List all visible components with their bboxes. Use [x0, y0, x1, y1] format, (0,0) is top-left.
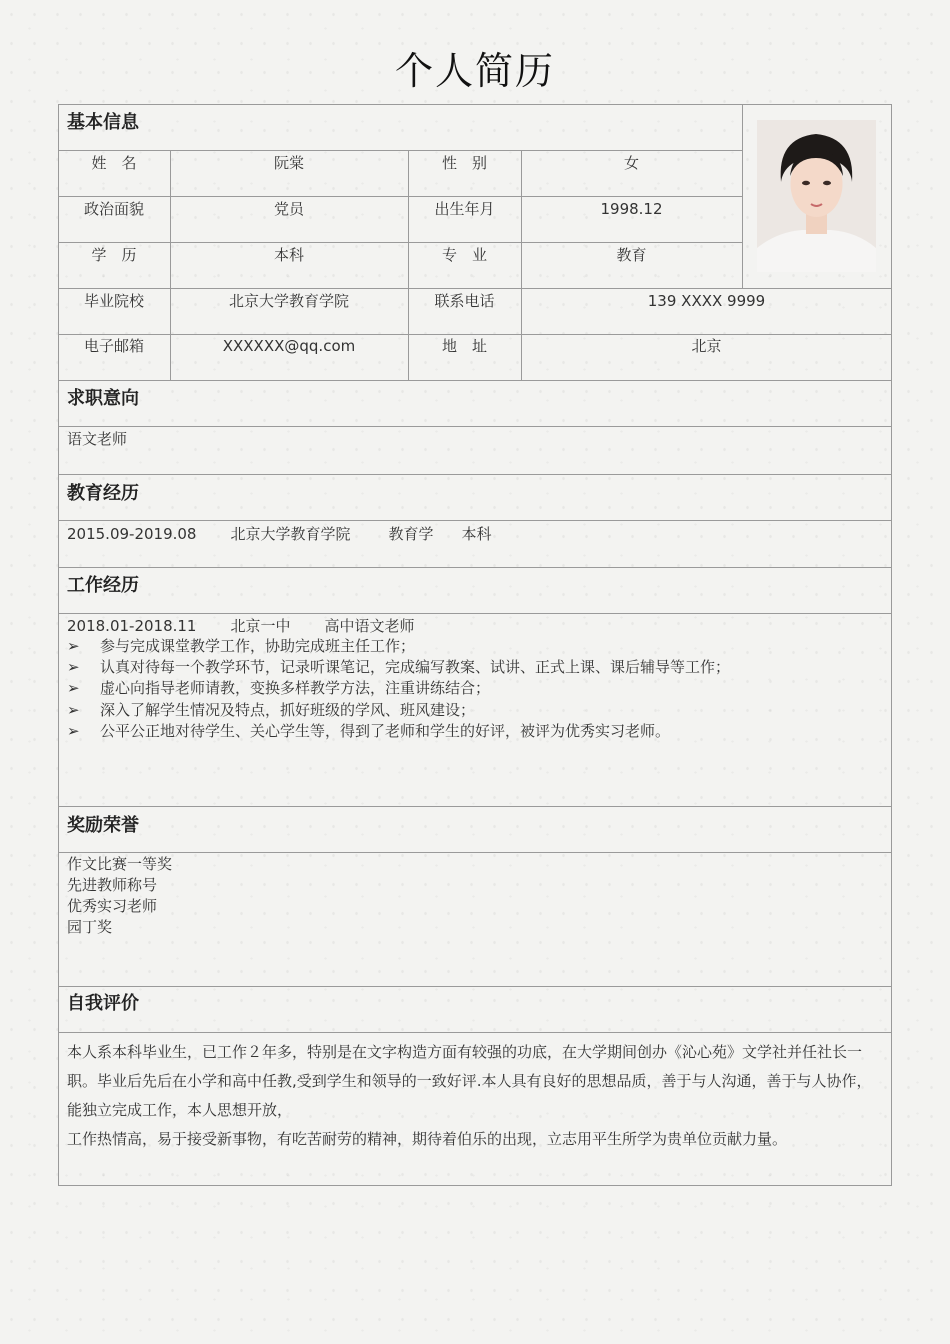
award-item: 先进教师称号: [67, 876, 158, 894]
education-entry: [67, 523, 492, 544]
work-role: 高中语文老师: [324, 617, 415, 635]
divider: [58, 196, 742, 197]
list-item: ➢ 认真对待每一个教学环节，记录听课笔记，完成编写教案、试讲、正式上课、课后辅导等工作；: [67, 657, 730, 678]
education-major: 教育学: [388, 525, 434, 543]
section-title-basic: 基本信息: [67, 112, 139, 133]
gender-value: 女: [623, 154, 639, 172]
degree-value: 本科: [273, 246, 304, 264]
self-evaluation-paragraph: 工作热情高，易于接受新事物，有吃苦耐劳的精神，期待着伯乐的出现，立志用平生所学为贵单位贡献力量。: [67, 1130, 788, 1148]
major-label: 专 业: [441, 246, 487, 264]
major-value: 教育: [616, 246, 647, 264]
phone-label: 联系电话: [434, 292, 495, 310]
divider: [58, 986, 892, 987]
birth-label: 出生年月: [434, 200, 495, 218]
education-school: 北京大学教育学院: [230, 525, 351, 543]
birth-value: 1998.12: [600, 200, 663, 218]
divider: [58, 150, 742, 151]
self-evaluation: [67, 1038, 883, 1154]
profile-photo: [757, 120, 876, 272]
divider: [58, 380, 892, 381]
awards-list: [67, 854, 172, 938]
job-intent-value: 语文老师: [67, 430, 128, 448]
award-item: 作文比赛一等奖: [67, 855, 173, 873]
divider: [58, 474, 892, 475]
award-item: 优秀实习老师: [67, 897, 158, 915]
list-item: ➢ 虚心向指导老师请教，变换多样教学方法，注重讲练结合；: [67, 678, 730, 699]
divider: [58, 613, 892, 614]
gender-label: 性 别: [441, 154, 487, 172]
divider: [742, 104, 743, 288]
name-label: 姓 名: [91, 154, 137, 172]
list-item: ➢ 参与完成课堂教学工作，协助完成班主任工作；: [67, 636, 730, 657]
name-value: 阮棠: [273, 154, 304, 172]
divider: [58, 1032, 892, 1033]
education-period: 2015.09-2019.08: [67, 525, 197, 543]
email-value: XXXXXX@qq.com: [222, 337, 356, 355]
divider: [58, 520, 892, 521]
section-title-work: 工作经历: [67, 575, 139, 596]
divider: [58, 567, 892, 568]
divider: [58, 426, 892, 427]
arrow-bullet-icon: ➢: [67, 658, 80, 677]
self-evaluation-paragraph: 本人系本科毕业生，已工作２年多，特别是在文字构造方面有较强的功底，在大学期间创办《沁心苑》文学社并任社长一职。毕业后先后在小学和高中任教,受到学生和领导的一致好评.本人具有良好的思想品质，善于与人沟通，善于与人协作，能独立完成工作，本人思想开放，: [67, 1043, 872, 1119]
school-label: 毕业院校: [83, 292, 144, 310]
award-item: 园丁奖: [67, 918, 113, 936]
email-label: 电子邮箱: [83, 337, 144, 355]
work-duties-list: [67, 636, 730, 742]
work-company: 北京一中: [230, 617, 291, 635]
divider: [58, 242, 742, 243]
school-value: 北京大学教育学院: [228, 292, 349, 310]
address-value: 北京: [691, 337, 722, 355]
phone-value: 139 XXXX 9999: [647, 292, 766, 310]
section-title-intent: 求职意向: [67, 388, 139, 409]
arrow-bullet-icon: ➢: [67, 700, 80, 719]
work-period: 2018.01-2018.11: [67, 617, 197, 635]
section-title-self: 自我评价: [67, 993, 139, 1014]
politics-label: 政治面貌: [83, 200, 144, 218]
divider: [58, 806, 892, 807]
list-item: ➢ 深入了解学生情况及特点，抓好班级的学风、班风建设；: [67, 700, 730, 721]
arrow-bullet-icon: ➢: [67, 721, 80, 740]
list-item: ➢ 公平公正地对待学生、关心学生等，得到了老师和学生的好评，被评为优秀实习老师。: [67, 721, 730, 742]
politics-value: 党员: [273, 200, 304, 218]
divider: [58, 288, 892, 289]
section-title-education: 教育经历: [67, 483, 139, 504]
address-label: 地 址: [441, 337, 487, 355]
divider: [58, 852, 892, 853]
section-title-awards: 奖励荣誉: [67, 815, 139, 836]
arrow-bullet-icon: ➢: [67, 679, 80, 698]
divider: [58, 334, 892, 335]
page-title: 个人简历: [394, 49, 555, 93]
work-entry: [67, 615, 415, 636]
education-degree: 本科: [461, 525, 492, 543]
arrow-bullet-icon: ➢: [67, 637, 80, 655]
degree-label: 学 历: [91, 246, 137, 264]
